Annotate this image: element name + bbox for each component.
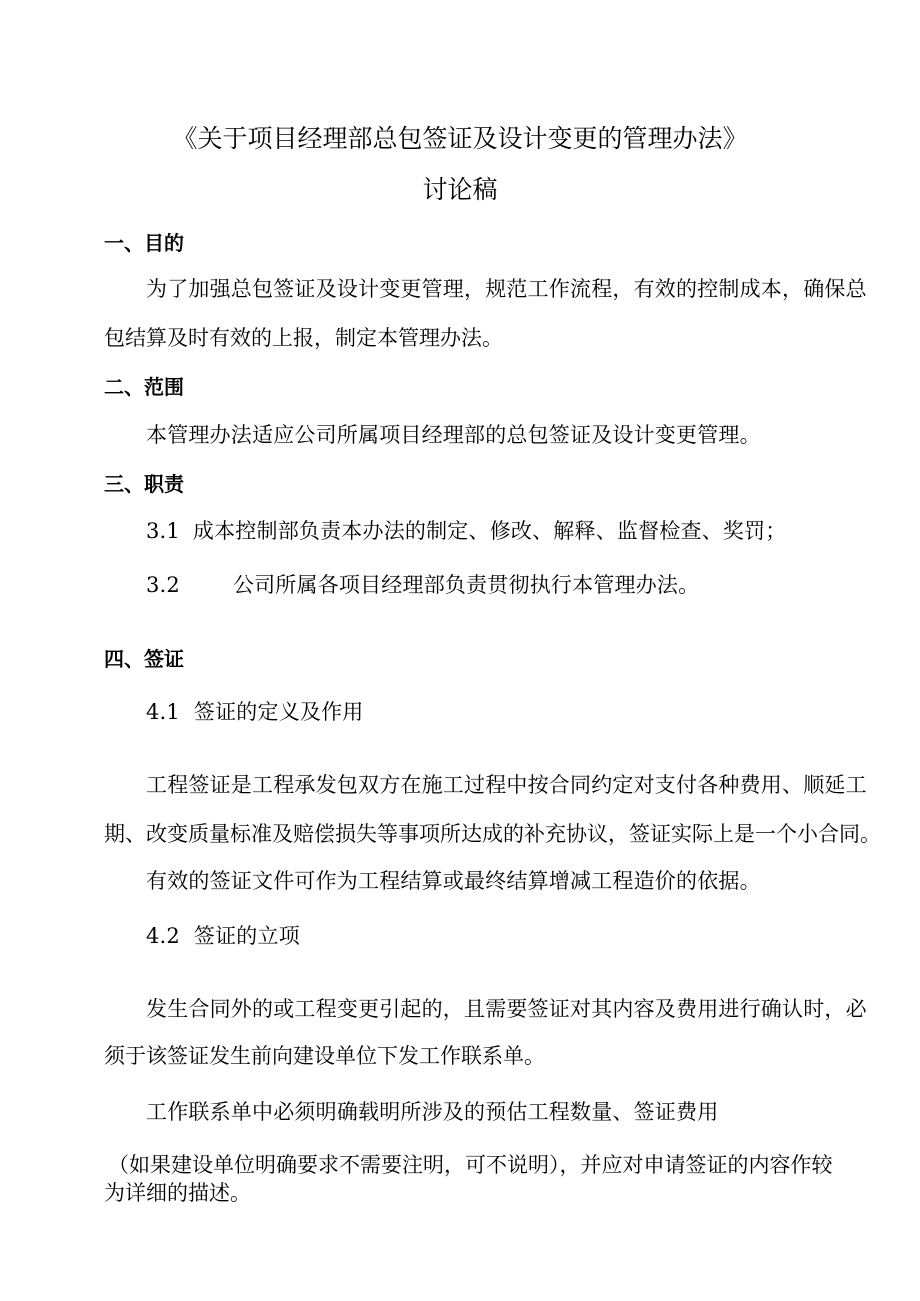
subsection-4-1 [146,698,364,726]
item-number: 3.2 [146,573,180,597]
document-title: 《关于项目经理部总包签证及设计变更的管理办法》 [172,124,748,153]
responsibility-item-1 [146,517,787,545]
visa-definition-line-2: 期、改变质量标准及赔偿损失等事项所达成的补充协议，签证实际上是一个小合同。 [104,822,881,846]
scope-paragraph: 本管理办法适应公司所属项目经理部的总包签证及设计变更管理。 [146,423,761,447]
subsection-4-2 [146,922,300,950]
section-heading-scope: 二、范围 [104,375,184,399]
subsection-number: 4.1 [146,700,180,724]
visa-definition-line-1: 工程签证是工程承发包双方在施工过程中按合同约定对支付各种费用、顺延工 [146,773,867,797]
section-heading-visa: 四、签证 [104,647,184,671]
purpose-paragraph-line-2: 包结算及时有效的上报，制定本管理办法。 [104,326,503,350]
subsection-number: 4.2 [146,924,180,948]
document-subtitle: 讨论稿 [422,175,498,204]
visa-initiation-line-2: 须于该签证发生前向建设单位下发工作联系单。 [104,1044,545,1068]
item-text: 公司所属各项目经理部负责贯彻执行本管理办法。 [232,573,700,597]
visa-initiation-line-3: 工作联系单中必须明确载明所涉及的预估工程数量、签证费用 [146,1100,719,1124]
visa-initiation-line-5: 为详细的描述。 [104,1181,251,1205]
visa-initiation-line-1: 发生合同外的或工程变更引起的，且需要签证对其内容及费用进行确认时，必 [146,997,867,1021]
purpose-paragraph-line-1: 为了加强总包签证及设计变更管理，规范工作流程，有效的控制成本，确保总 [146,277,867,301]
section-heading-purpose: 一、目的 [104,231,184,255]
visa-initiation-line-4: （如果建设单位明确要求不需要注明，可不说明），并应对申请签证的内容作较 [108,1153,833,1177]
subsection-title: 签证的定义及作用 [193,700,364,724]
section-heading-responsibilities: 三、职责 [104,472,184,496]
subsection-title: 签证的立项 [193,924,300,948]
visa-definition-line-3: 有效的签证文件可作为工程结算或最终结算增减工程造价的依据。 [146,869,761,893]
item-text: 成本控制部负责本办法的制定、修改、解释、监督检查、奖罚； [192,519,787,543]
item-number: 3.1 [146,519,180,543]
responsibility-item-2 [146,571,699,599]
